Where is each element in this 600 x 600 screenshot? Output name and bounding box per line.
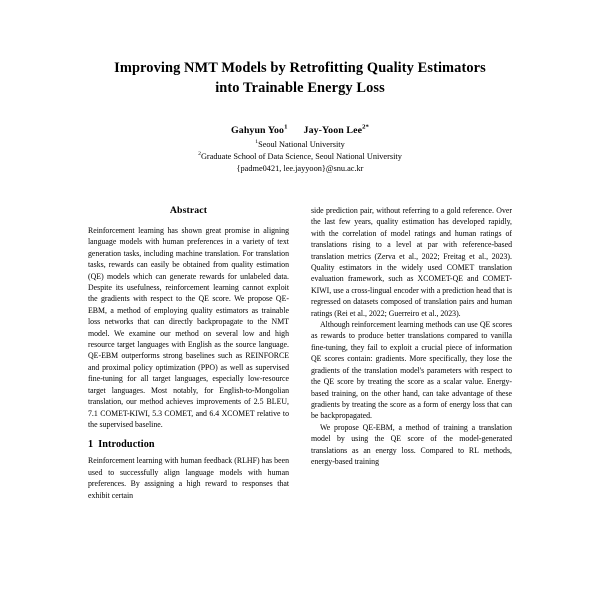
right-column: [311, 205, 512, 600]
author-1-name: Gahyun Yoo: [231, 124, 285, 136]
affiliation-1-text: Seoul National University: [258, 139, 345, 149]
author-2: [304, 125, 369, 136]
affiliation-2-text: Graduate School of Data Science, Seoul National University: [200, 151, 402, 161]
author-email: {padme0421, lee.jayyoon}@snu.ac.kr: [236, 164, 364, 174]
title-line-2: into Trainable Energy Loss: [215, 80, 385, 97]
title-line-1: Improving NMT Models by Retrofitting Quality Estimators: [114, 60, 486, 76]
affiliation-2: [72, 151, 528, 163]
affiliation-2-marker: 2: [198, 150, 201, 157]
abstract-heading: Abstract: [169, 205, 208, 216]
right-paragraph-3: We propose QE-EBM, a method of training a translation model by using the QE score of the model-generated translations as an energy loss. Compared to RL methods, energy-based training: [311, 422, 512, 466]
affiliation-1-marker: 1: [255, 139, 259, 145]
section-title: Introduction: [98, 439, 155, 451]
right-paragraph-1: side prediction pair, without referring to a gold reference. Over the last few years, quality estimation has developed rapidly, with the correlation of model ratings and human ratings of translations rising to a level at par with reference-based translation metrics (Zerva et al., 2022; Freitag et al., 2023). Quality estimators in the widely used COMET translation evaluation framework, such as XCOMET-QE and COMET-KIWI, use a cross-lingual encoder with a prediction head that is regressed on datasets composed of translation pairs and human ratings (Rei et al., 2022; Guerreiro et al., 2023).: [311, 206, 512, 318]
page-title: [72, 0, 528, 99]
right-paragraph-2: Although reinforcement learning methods can use QE scores as rewards to produce better translations compared to vanilla fine-tuning, they fail to exploit a crucial piece of information QE scores contain: gradients. More specifically, they lose the gradients of the translation model's parameters with respect to the QE score by treating the score as a scalar value. Energy-based training, on the other hand, can take advantage of these gradients by treating the score as a form of energy loss that can be backpropagated.: [311, 320, 512, 421]
section-heading-introduction: [88, 439, 289, 450]
abstract-text: Reinforcement learning has shown great promise in aligning language models with human preferences in a variety of text generation tasks, including machine translation. For translation tasks, rewards can easily be obtained from quality estimation (QE) models which can generate rewards for unlabeled data. Despite its usefulness, reinforcement learning cannot exploit the gradients with respect to the QE score. We propose QE-EBM, a method of employing quality estimators as trainable loss networks that can directly backpropagate to the NMT model. We examine our method on several low and high resource target languages with English as the source language. QE-EBM outperforms strong baselines such as REINFORCE and proximal policy optimization (PPO) as well as supervised fine-tuning for all target languages, especially low-resource target languages. Most notably, for English-to-Mongolian translation, our method achieves improvements of 2.5 BLEU, 7.1 COMET-KIWI, 5.3 COMET, and 6.4 XCOMET relative to the supervised baseline.: [88, 226, 289, 429]
author-1-marker: 1: [284, 123, 288, 131]
author-2-marker: 2*: [362, 123, 369, 131]
introduction-paragraph-1: Reinforcement learning with human feedback (RLHF) has been used to successfully align language models with human preferences. By assigning a high reward to responses that exhibit certain: [88, 456, 289, 500]
author-names: [72, 124, 528, 139]
two-column-body: [88, 205, 512, 600]
affiliation-1: [72, 139, 528, 151]
section-number: 1: [88, 439, 94, 451]
author-2-name: Jay-Yoon Lee: [303, 124, 363, 136]
left-column: [88, 205, 289, 600]
author-1: [231, 125, 288, 136]
author-block: [72, 124, 528, 176]
